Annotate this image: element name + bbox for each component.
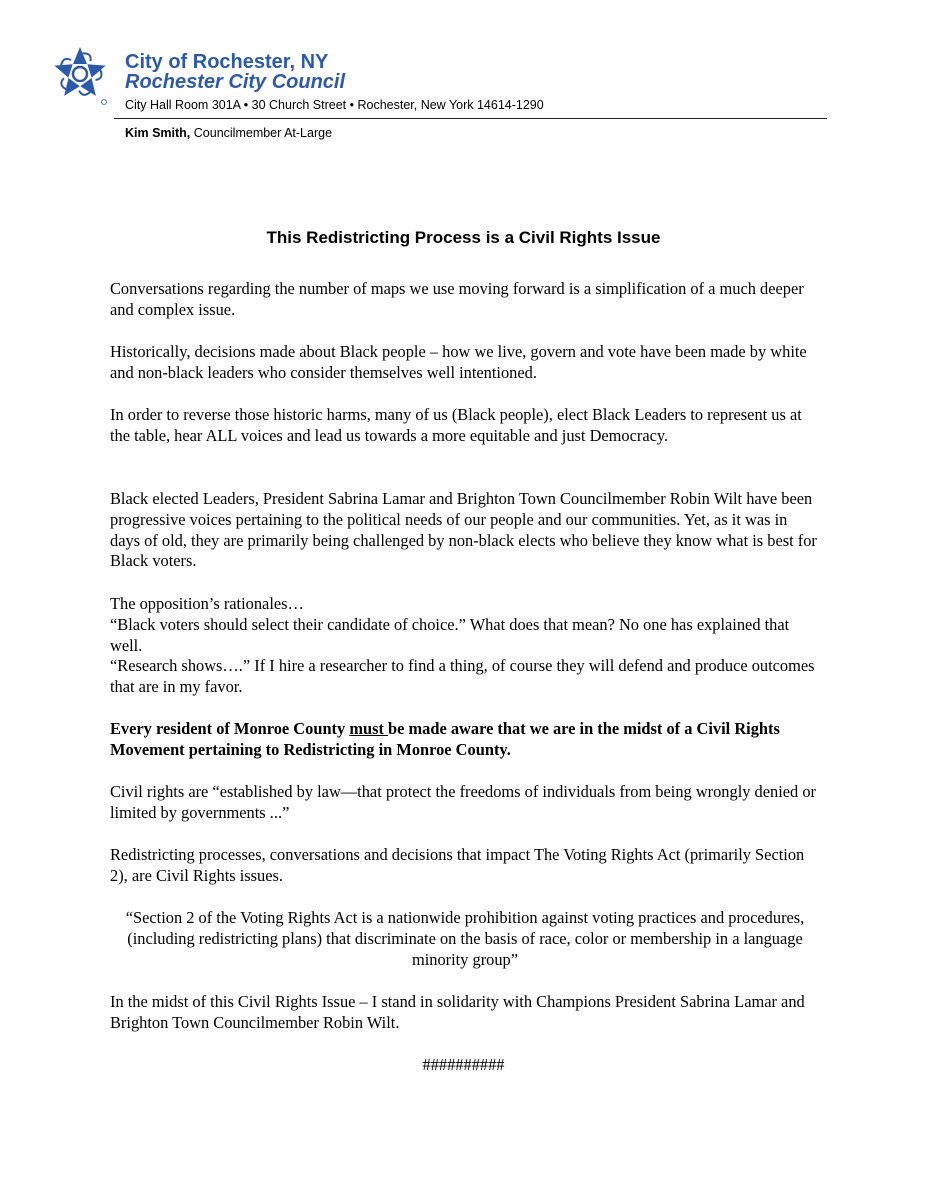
- member-name: Kim Smith,: [125, 126, 191, 140]
- paragraph-9: [110, 992, 820, 1034]
- emphasis: must: [349, 719, 389, 738]
- paragraph-line: “Research shows….” If I hire a researcher to find a thing, of course they will defend and produce outcomes that are in my favor.: [110, 656, 815, 697]
- text-run: Every resident of Monroe County: [110, 719, 350, 738]
- paragraph-text: Redistricting processes, conversations and decisions that impact The Voting Rights Act (primarily Section 2), are Civil Rights issues.: [110, 845, 805, 885]
- paragraph-8: [110, 845, 820, 887]
- page-title: This Redistricting Process is a Civil Rights Issue: [266, 228, 661, 247]
- text-run: be made aware that we are in the midst of a Civil Rights Movement pertaining to Redistricting in Monroe County.: [110, 719, 780, 759]
- divider: [114, 118, 827, 119]
- quote: [120, 908, 810, 970]
- org-name: City of Rochester, NY: [125, 51, 329, 73]
- council-name: Rochester City Council: [125, 71, 346, 93]
- paragraph-2: [110, 342, 820, 384]
- paragraph-5: [110, 594, 820, 698]
- paragraph-text: Black elected Leaders, President Sabrina Lamar and Brighton Town Councilmember Robin Wilt have been progressive voices pertaining to the political needs of our people and our communities. Yet, as it was in days of old, they are primarily being challenged by non-black elects who believe they know what is best for Black voters.: [110, 489, 817, 571]
- paragraph-4: [110, 489, 820, 572]
- paragraph-1: [110, 279, 820, 321]
- paragraph-line: The opposition’s rationales…: [110, 594, 304, 613]
- councilmember-line: [125, 126, 332, 140]
- member-title: Councilmember At-Large: [190, 126, 333, 140]
- paragraph-line: “Black voters should select their candidate of choice.” What does that mean? No one has explained that well.: [110, 614, 790, 655]
- paragraph-text: [110, 719, 820, 761]
- paragraph-text: In order to reverse those historic harms, many of us (Black people), elect Black Leaders to represent us at the table, hear ALL voices and lead us towards a more equitable and just Democracy.: [110, 405, 802, 445]
- paragraph-text: Civil rights are “established by law—that protect the freedoms of individuals from being wrongly denied or limited by governments ...”: [110, 782, 816, 822]
- paragraph-text: In the midst of this Civil Rights Issue – I stand in solidarity with Champions President Sabrina Lamar and Brighton Town Councilmember Robin Wilt.: [110, 992, 805, 1032]
- quote-text: “Section 2 of the Voting Rights Act is a nationwide prohibition against voting practices and procedures, (including redistricting plans) that discriminate on the basis of race, color or membership in a language minority group”: [125, 908, 805, 969]
- paragraph-text: Conversations regarding the number of maps we use moving forward is a simplification of a much deeper and complex issue.: [110, 279, 804, 319]
- rochester-flower-logo-icon: [52, 42, 112, 106]
- end-mark-text: ##########: [422, 1055, 505, 1074]
- end-mark: [0, 1055, 927, 1076]
- paragraph-6: [110, 719, 820, 761]
- paragraph-3: [110, 405, 820, 447]
- address: City Hall Room 301A • 30 Church Street • Rochester, New York 14614-1290: [125, 98, 544, 112]
- paragraph-text: Historically, decisions made about Black people – how we live, govern and vote have been made by white and non-black leaders who consider themselves well intentioned.: [110, 342, 807, 382]
- paragraph-7: [110, 782, 820, 824]
